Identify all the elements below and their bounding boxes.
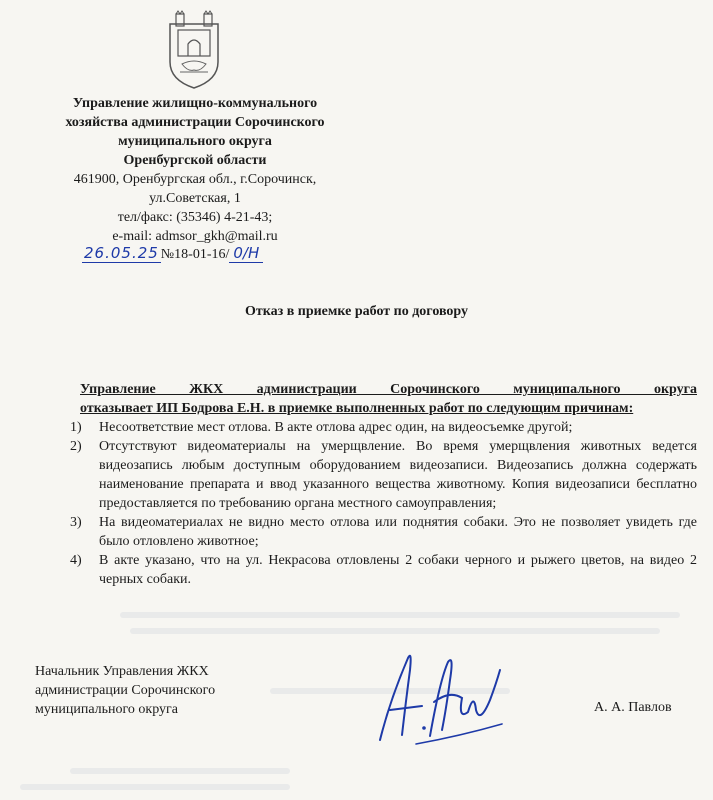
organization-address <box>30 170 360 246</box>
item-number: 1) <box>70 420 82 435</box>
address-line: тел/факс: (35346) 4-21-43; <box>117 210 273 225</box>
item-number: 3) <box>70 515 82 530</box>
org-line: Оренбургской области <box>123 153 267 168</box>
signer-position <box>35 662 275 719</box>
document-title: Отказ в приемке работ по договору <box>244 304 469 319</box>
address-line: ул.Советская, 1 <box>149 191 241 206</box>
position-line: администрации Сорочинского <box>35 683 216 698</box>
list-item <box>40 418 697 437</box>
email-line: e-mail: admsor_gkh@mail.ru <box>112 229 278 244</box>
intro-line: Управление ЖКХ администрации Сорочинского муниципального округа <box>80 382 697 397</box>
item-text: Несоответствие мест отлова. В акте отлова адрес один, на видеосъемке другой; <box>99 420 573 435</box>
item-number: 4) <box>70 553 82 568</box>
registration-date: 26.05.25 <box>84 244 159 262</box>
list-item <box>40 513 697 551</box>
registration-line <box>82 244 342 263</box>
address-line: 461900, Оренбургская обл., г.Сорочинск, <box>73 172 317 187</box>
item-text: Отсутствуют видеоматериалы на умерщвление. Во время умерщвления животных ведется видеозапись любым доступным оборудованием видеозаписи. Видеозапись должна содержать наименование препарата и ввод указанного вещества животному. Копия видеозаписи бесплатно предоставляется по требованию органа местного самоуправления; <box>99 439 697 511</box>
position-line: Начальник Управления ЖКХ <box>35 664 209 679</box>
item-text: В акте указано, что на ул. Некрасова отловлены 2 собаки черного и рыжего цветов, на видео 2 черных собаки. <box>99 553 697 587</box>
registration-suffix: 0/H <box>229 244 263 263</box>
item-number: 2) <box>70 439 82 454</box>
handwritten-signature <box>350 640 510 750</box>
org-line: муниципального округа <box>118 134 272 149</box>
show-through <box>70 768 290 774</box>
registration-number: №18-01-16/ <box>160 247 230 262</box>
coat-of-arms-icon <box>166 10 222 90</box>
item-text: На видеоматериалах не видно место отлова или поднятия собаки. Это не позволяет увидеть где было отловлено животное; <box>99 515 697 549</box>
signer-name: А. А. Павлов <box>594 700 672 715</box>
reasons-list <box>40 418 697 589</box>
list-item <box>40 437 697 513</box>
position-line: муниципального округа <box>35 702 178 717</box>
intro-line: отказывает ИП Бодрова Е.Н. в приемке выполненных работ по следующим причинам: <box>80 401 634 416</box>
org-line: Управление жилищно-коммунального <box>72 96 318 111</box>
show-through <box>20 784 290 790</box>
list-item <box>40 551 697 589</box>
show-through <box>130 628 660 634</box>
org-line: хозяйства администрации Сорочинского <box>65 115 325 130</box>
intro-paragraph <box>80 380 697 418</box>
show-through <box>120 612 680 618</box>
organization-name <box>30 94 360 170</box>
